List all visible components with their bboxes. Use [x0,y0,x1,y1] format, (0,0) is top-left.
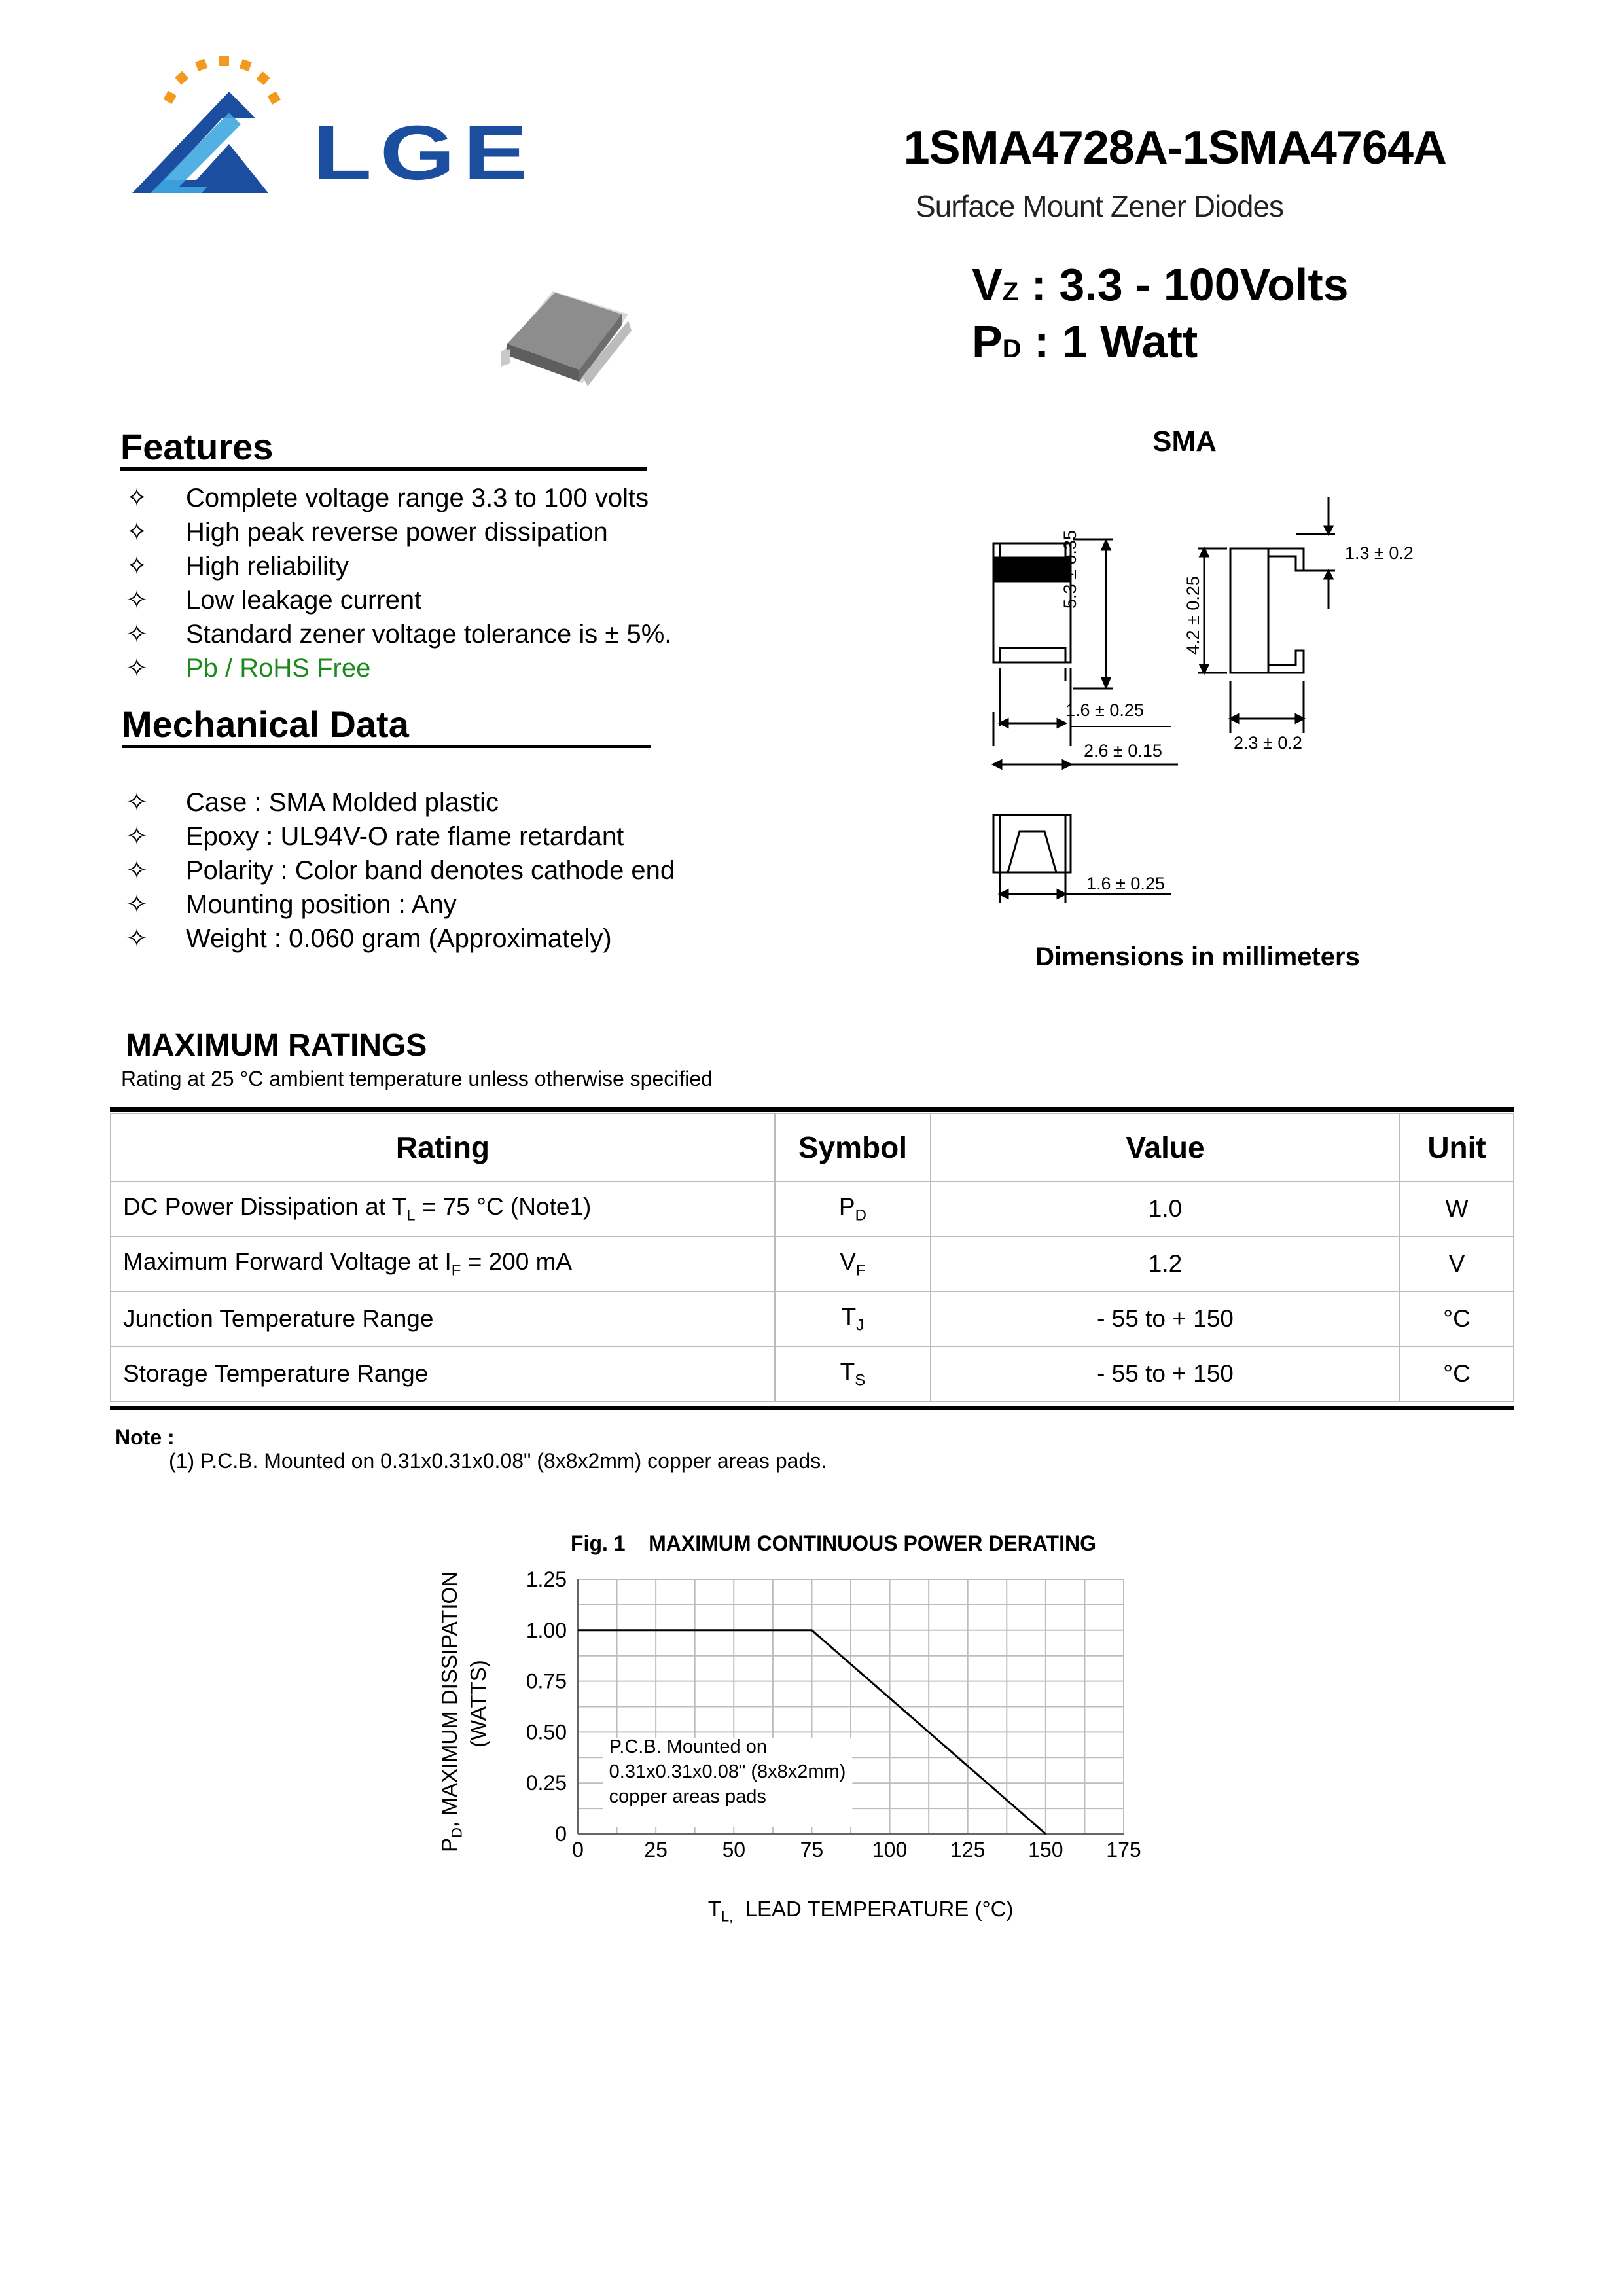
pd-spec [972,315,1198,368]
rating-cell: DC Power Dissipation at $T_L = 75$ °C (Note1) [111,1181,775,1236]
y-tick-label: 0 [555,1822,567,1846]
ratings-subtitle: Rating at 25 °C ambient temperature unless otherwise specified [121,1067,713,1090]
star-bullet-icon: ✧ [126,890,148,919]
sma-component-image [491,278,641,396]
list-item: ✧ Mounting position : Any [120,888,775,922]
star-bullet-icon: ✧ [126,788,148,817]
unit-cell: W [1400,1181,1514,1236]
list-item: ✧ High peak reverse power dissipation [120,515,775,549]
col-header-value: Value [931,1113,1400,1181]
table-top-rule [110,1107,1514,1112]
col-header-unit: Unit [1400,1113,1514,1181]
x-tick-label: 25 [644,1838,668,1861]
table-bottom-rule [110,1406,1514,1410]
x-tick-label: 100 [872,1838,908,1861]
y-tick-label: 1.00 [526,1618,567,1642]
x-tick-label: 150 [1028,1838,1063,1861]
chart-ylabel: $P_D$, MAXIMUM DISSIPATION [437,1571,465,1852]
power-derating-chart [510,1551,1152,1865]
y-tick-label: 0.75 [526,1669,567,1693]
list-item: ✧ Weight : 0.060 gram (Approximately) [120,922,775,956]
list-item [120,651,775,685]
logo-mountain-icon [132,92,268,193]
list-item: ✧ Complete voltage range 3.3 to 100 volts [120,481,775,515]
brand-name: LGE [313,110,536,196]
list-item: ✧ High reliability [120,549,775,583]
chart-annotation-line: copper areas pads [609,1785,766,1807]
note-title: Note : [115,1426,175,1449]
table-row [111,1291,1514,1346]
chart-title: Fig. 1 MAXIMUM CONTINUOUS POWER DERATING [571,1532,1096,1555]
star-bullet-icon: ✧ [126,856,148,885]
star-bullet-icon: ✧ [126,654,148,683]
mechanical-title: Mechanical Data [122,704,409,745]
x-tick-label: 50 [722,1838,746,1861]
chart-annotation-line: 0.31x0.31x0.08" (8x8x2mm) [609,1761,846,1782]
x-tick-label: 175 [1106,1838,1141,1861]
unit-cell: V [1400,1236,1514,1291]
x-tick-label: 75 [800,1838,824,1861]
unit-cell: °C [1400,1346,1514,1401]
features-title: Features [120,426,274,467]
vz-symbol: V [972,259,1003,310]
table-header-row [111,1113,1514,1181]
y-tick-label: 1.25 [526,1568,567,1591]
symbol-cell: $P_D$ [775,1181,931,1236]
subtitle: Surface Mount Zener Diodes [915,189,1284,223]
vz-value: : 3.3 - 100Volts [1018,259,1349,310]
chart-annotation-line: P.C.B. Mounted on [609,1736,767,1757]
features-list [120,481,775,685]
star-bullet-icon: ✧ [126,518,148,547]
chart-ylabel-unit: (WATTS) [466,1660,490,1748]
package-name: SMA [1152,425,1217,457]
dim-lead-width-label: 1.6 ± 0.25 [1065,700,1144,720]
x-tick-label: 0 [572,1838,584,1861]
dim-lead-length-label: 1.6 ± 0.25 [1086,874,1165,893]
value-cell: 1.2 [931,1236,1400,1291]
rohs-label: Pb / RoHS Free [186,654,371,683]
x-tick-label: 125 [950,1838,986,1861]
dim-height-label: 5.3 ± 0.35 [1060,530,1080,609]
rating-cell: Maximum Forward Voltage at $I_F = 200$ mA [111,1236,775,1291]
list-item: ✧ Epoxy : UL94V-O rate flame retardant [120,819,775,853]
star-bullet-icon: ✧ [126,620,148,649]
value-cell: - 55 to + 150 [931,1346,1400,1401]
value-cell: 1.0 [931,1181,1400,1236]
dim-body-width-label: 2.6 ± 0.15 [1084,741,1162,761]
table-row [111,1346,1514,1401]
symbol-cell: $T_J$ [775,1291,931,1346]
rating-cell: Junction Temperature Range [111,1291,775,1346]
mechanical-list [120,785,775,956]
vz-spec [972,259,1349,311]
pd-symbol: P [972,316,1003,367]
col-header-rating: Rating [111,1113,775,1181]
list-item: ✧ Standard zener voltage tolerance is ± 5%. [120,617,775,651]
list-item: ✧ Case : SMA Molded plastic [120,785,775,819]
part-number-title: 1SMA4728A-1SMA4764A [903,122,1446,174]
table-row [111,1181,1514,1236]
y-tick-label: 0.50 [526,1720,567,1744]
logo-sun-rays-icon [163,56,281,105]
unit-cell: °C [1400,1291,1514,1346]
ratings-title: MAXIMUM RATINGS [126,1028,427,1063]
symbol-cell: $V_F$ [775,1236,931,1291]
list-item: ✧ Low leakage current [120,583,775,617]
dim-thickness-label: 1.3 ± 0.2 [1345,543,1414,563]
symbol-cell: $T_S$ [775,1346,931,1401]
dim-body-height-label: 4.2 ± 0.25 [1183,576,1203,655]
list-item: ✧ Polarity : Color band denotes cathode end [120,853,775,888]
star-bullet-icon: ✧ [126,484,148,512]
table-row [111,1236,1514,1291]
star-bullet-icon: ✧ [126,552,148,581]
dimensions-caption: Dimensions in millimeters [1035,942,1360,971]
features-divider [120,467,647,471]
note-text: (1) P.C.B. Mounted on 0.31x0.31x0.08" (8x8x2mm) copper areas pads. [169,1449,827,1473]
star-bullet-icon: ✧ [126,924,148,953]
pd-value: : 1 Watt [1021,316,1198,367]
ratings-table [110,1113,1514,1402]
data-point [1045,1834,1046,1835]
y-tick-label: 0.25 [526,1771,567,1795]
mechanical-divider [122,745,651,748]
star-bullet-icon: ✧ [126,586,148,615]
col-header-symbol: Symbol [775,1113,931,1181]
vz-subscript: Z [1002,278,1019,306]
star-bullet-icon: ✧ [126,822,148,851]
value-cell: - 55 to + 150 [931,1291,1400,1346]
rating-cell: Storage Temperature Range [111,1346,775,1401]
pd-subscript: D [1002,334,1022,363]
dim-side-width-label: 2.3 ± 0.2 [1234,733,1302,753]
chart-xlabel: $T_{L,}$ LEAD TEMPERATURE (°C) [707,1897,1014,1925]
